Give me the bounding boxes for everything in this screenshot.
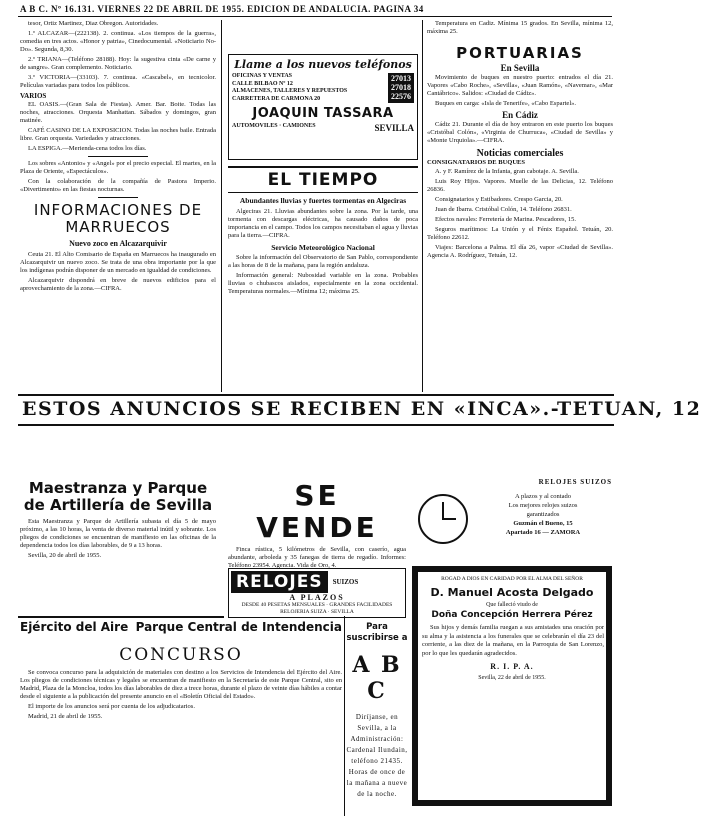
maestranza-ad [20, 480, 216, 612]
divider [228, 166, 418, 168]
tassara-line: OFICINAS Y VENTAS [232, 73, 293, 79]
commercial-text: Viajes: Barcelona a Palma. El día 26, vapor «Ciudad de Sevilla». Agencia A. Rodríguez, Tetuán, 12. [427, 244, 613, 259]
esquela-top: ROGAD A DIOS EN CARIDAD POR EL ALMA DEL SEÑOR [441, 576, 583, 582]
relojes-side: SUIZOS [332, 578, 359, 586]
tassara-brand: JOAQUIN TASSARA [252, 106, 394, 121]
temperature-note: Temperatura en Cadiz. Mínima 15 grados. En Sevilla, mínima 12, máxima 25. [427, 20, 613, 35]
header-rule [18, 16, 612, 17]
notice-text: Los sobres «Antonio» y «Angel» por el precio especial. El martes, en la Plaza de Oriente, «Espectáculos». [20, 160, 216, 175]
ads-banner: ESTOS ANUNCIOS SE RECIBEN EN «INCA».-TETUAN, 12 [22, 398, 701, 420]
tiempo-subheading: Abundantes lluvias y fuertes tormentas en Algeciras [239, 196, 407, 205]
portuarias-heading: PORTUARIAS [456, 44, 584, 62]
sevilla-heading: En Sevilla [500, 63, 540, 73]
concurso-ad [20, 645, 342, 815]
relojes-title: RELOJES [231, 571, 328, 593]
cinema-listing: 3.º VICTORIA—(33103). 7. continua. «Cascabel», en tecnicolor. Películas variadas para todos los públicos. [20, 74, 216, 89]
abc-text: Diríjanse, en Sevilla, a la Administración: Cardenal Ilundain, teléfono 21435. Horas de once de la mañana a nueve de la noche. [346, 713, 408, 798]
tassara-line: CALLE BILBAO Nº 12 [232, 80, 293, 87]
tiempo-heading: EL TIEMPO [267, 170, 379, 190]
cinema-listing: 2.º TRIANA—(Teléfono 28188). Hoy: la sugestiva cinta «De carne y de sangre». Gran complemento. Noticiario. [20, 56, 216, 71]
relojes-suizos-line: garantizados [526, 511, 560, 518]
relojes-line: GRANDES FACILIDADES [329, 602, 393, 608]
column-rule [422, 20, 423, 392]
ejercito-right: Parque Central de Intendencia [135, 620, 342, 634]
tassara-ad [228, 54, 418, 160]
tassara-city: SEVILLA [374, 123, 414, 133]
divider [98, 197, 138, 198]
esquela-footer: Sevilla, 22 de abril de 1955. [478, 675, 546, 681]
concurso-text: Se convoca concurso para la adquisición de materiales con destino a los Servicios de Intendencia del Ejército del Aire. Los pliegos de condiciones técnicas y legales se encuentran de manifiesto en la Secretaría de este Parque Central, sito en Madrid, Plaza de la Moncloa, todos los días laborables de diez a trece horas, durante el plazo de veinte días hábiles a contar desde el siguiente a la publicación del presente anuncio en el «Boletín Oficial del Estado». [20, 669, 342, 700]
banner-rule [18, 394, 614, 396]
tassara-sub: AUTOMOVILES · CAMIONES [232, 123, 316, 129]
noticias-heading: Noticias comerciales [476, 148, 564, 159]
abc-title: A B C [352, 652, 402, 704]
informaciones-marruecos-heading: INFORMACIONES DE MARRUECOS [33, 201, 203, 236]
column-rule [344, 616, 345, 816]
column-rule [221, 20, 222, 392]
relojes-sub: A PLAZOS [289, 593, 345, 602]
consignatarios-heading: CONSIGNATARIOS DE BUQUES [427, 159, 526, 166]
maestranza-text: Esta Maestranza y Parque de Artillería subasta el día 5 de mayo próximo, a las 10 horas, la venta de diverso material inútil y sobrante. Los pliegos de condiciones se encuentran de manifiesto en las oficinas de la dependencia todos los días laborables, de 9 a 13 horas. [20, 518, 216, 549]
zoco-text: Ceuta 21. El Alto Comisario de España en Marruecos ha inaugurado en Alcazarquivir un nuevo zoco. Se trata de una obra importante por la que los indígenas podrán disponer de un mercado en igualdad de condiciones. [20, 251, 216, 274]
relojes-plazos-ad: RELOJES SUIZOS A PLAZOS DESDE 40 PESETAS MENSUALES · GRANDES FACILIDADES RELOJERIA SUIZA · SEVILLA [228, 568, 406, 618]
meteo-text: Sobre la información del Observatorio de San Pablo, correspondiente a las horas de 8 de la mañana, para la región andaluza. [228, 254, 418, 269]
cadiz-text: Cádiz 21. Durante el día de hoy entraron en este puerto los buques «Cristóbal Colón», «Virginia de Churruca», «Ciudad de Sevilla» y «Monte Urquiola».—CIFRA. [427, 121, 613, 144]
varios-listing: CAFÉ CASINO DE LA EXPOSICION. Todas las noches baile. Entrada libre. Gran orquesta. Variedades y atracciones. [20, 127, 216, 142]
page-header: A B C. Nº 16.131. VIERNES 22 DE ABRIL DE 1955. EDICION DE ANDALUCIA. PAGINA 34 [20, 4, 424, 14]
tassara-line: ALMACENES, TALLERES Y REPUESTOS [232, 88, 348, 94]
concurso-title: CONCURSO [119, 645, 243, 665]
varios-listing: LA ESPIGA.—Merienda-cena todos los días. [28, 145, 147, 152]
ejercito-header [20, 620, 342, 636]
relojes-suizos-ad [412, 478, 612, 568]
commercial-text: Seguros marítimos: La Unión y el Fénix Español. Tetuán, 20. Teléfono 22612. [427, 226, 613, 241]
esquela-spouse: Doña Concepción Herrera Pérez [431, 610, 593, 620]
phone-number: 27013 [391, 74, 411, 83]
relojes-line: RELOJERIA SUIZA · SEVILLA [280, 608, 354, 615]
ejercito-left: Ejército del Aire [20, 620, 129, 634]
esquela-rip: R. I. P. A. [490, 662, 534, 671]
phone-number: 27018 [391, 83, 411, 92]
divider [228, 192, 418, 193]
commercial-text: Juan de Ibarra. Cristóbal Colón, 14. Teléfono 26831. [435, 206, 572, 213]
meteo-text: Información general: Nubosidad variable en la zona. Probables lluvias o chubascos aislados, especialmente en la zona occidental. Temperaturas normales.—Mínima 12; máxima 25. [228, 272, 418, 295]
commercial-text: Luis Roy Hijos. Vapores. Muelle de las Delicias, 12. Teléfono 26836. [427, 178, 613, 193]
concurso-footer: Madrid, 21 de abril de 1955. [28, 713, 103, 720]
divider [88, 156, 148, 157]
meteo-heading: Servicio Meteorológico Nacional [271, 243, 375, 252]
zoco-text: Alcazarquivir dispondrá en breve de nuevos edificios para el aprovechamiento de la zona.—CIFRA. [20, 277, 216, 292]
notice-text: Con la colaboración de la compañía de Pastora Imperio. «Divertimento» en las fiestas nocturnas. [20, 178, 216, 193]
sevilla-text: Movimiento de buques en nuestro puerto: entrados el día 21. Vapores «Cabo Roche», «Sevilla», «Juan Ramón», «Navemar», «Mar Cantábrico». Salidos: «Ciudad de Cádiz». [427, 74, 613, 97]
commercial-text: A. y F. Ramírez de la Infanta, gran cabotaje. A. Sevilla. [435, 168, 579, 175]
esquela-text: Sus hijos y demás familia ruegan a sus amistades una oración por su alma y la asistencia a los funerales que se celebrarán el día 23 del corriente, a las diez de la mañana, en la Parroquia de San Lorenzo, por lo que les quedarán agradecidos. [422, 624, 604, 657]
tiempo-text: Algeciras 21. Lluvias abundantes sobre la zona. Por la tarde, una tormenta con descargas eléctricas, ha causado daños de poca importancia en el campo. Todos los campos necesitaban el agua y lluvias para la tierra.—CIFRA. [228, 208, 418, 239]
cinema-listing: tesor, Ortiz Martinez, Diaz Obregon. Autoridades. [28, 20, 159, 27]
abc-subscription-ad [346, 622, 408, 812]
relojes-suizos-title: RELOJES SUIZOS [538, 478, 612, 486]
esquela-notice [412, 566, 612, 806]
column-right [427, 20, 613, 392]
watch-icon [418, 494, 468, 544]
relojes-suizos-line: A plazos y al contado [515, 493, 571, 500]
se-vende-text: Finca rústica, 5 kilómetros de Sevilla, con caserío, agua abundante, arboleda y 35 fanegas de tierra de regadío. Informes: Teléfono 23954. Agencia. Vida de Oro, 4. [228, 546, 406, 569]
banner-rule [18, 424, 614, 426]
sevilla-text: Buques en carga: «Isla de Tenerife», «Cabo Espartel». [435, 100, 576, 107]
abc-top: Para suscribirse a [346, 622, 408, 643]
esquela-spouse-label: Que falleció viudo de [486, 602, 538, 608]
concurso-text: El importe de los anuncios será por cuenta de los adjudicatarios. [28, 703, 195, 710]
tiempo-column [228, 170, 418, 392]
varios-heading: VARIOS [20, 92, 47, 100]
zoco-heading: Nuevo zoco en Alcazarquivir [69, 239, 167, 248]
column-left [20, 20, 216, 390]
relojes-suizos-line: Apartado 16 — ZAMORA [505, 529, 581, 536]
phone-number: 22576 [391, 92, 411, 101]
commercial-text: Efectos navales: Ferretería de Marina. Pescadores, 15. [435, 216, 576, 223]
relojes-line: DESDE 40 PESETAS MENSUALES [241, 602, 325, 608]
se-vende-title: SE VENDE [256, 479, 378, 544]
tassara-line: CARRETERA DE CARMONA 20 [232, 95, 321, 102]
maestranza-title: Maestranza y Parque de Artillería de Sevilla [23, 479, 213, 514]
maestranza-text: Sevilla, 20 de abril de 1955. [28, 552, 102, 559]
esquela-name: D. Manuel Acosta Delgado [430, 586, 594, 599]
tassara-headline: Llame a los nuevos teléfonos [234, 58, 412, 71]
varios-listing: EL OASIS.—(Gran Sala de Fiestas). Amer. Bar. Boite. Todas las noches, atracciones. Orquesta Manhattan. Sábados y domingos, gran matinée. [20, 101, 216, 124]
cadiz-heading: En Cádiz [502, 110, 538, 120]
commercial-text: Consignatarios y Estibadores. Crespo Garcia, 20. [435, 196, 563, 203]
divider [18, 616, 224, 618]
relojes-suizos-line: Guzmán el Bueno, 15 [513, 520, 573, 527]
relojes-suizos-line: Los mejores relojes suizos [508, 502, 578, 509]
cinema-listing: 1.º ALCAZAR—(222138). 2. continua. «Los tiempos de la guerra», comedia en tres actos. «Honor y patria», Cinedocumental. «Noticiario No-Do». Segunda, 8,30. [20, 30, 216, 53]
